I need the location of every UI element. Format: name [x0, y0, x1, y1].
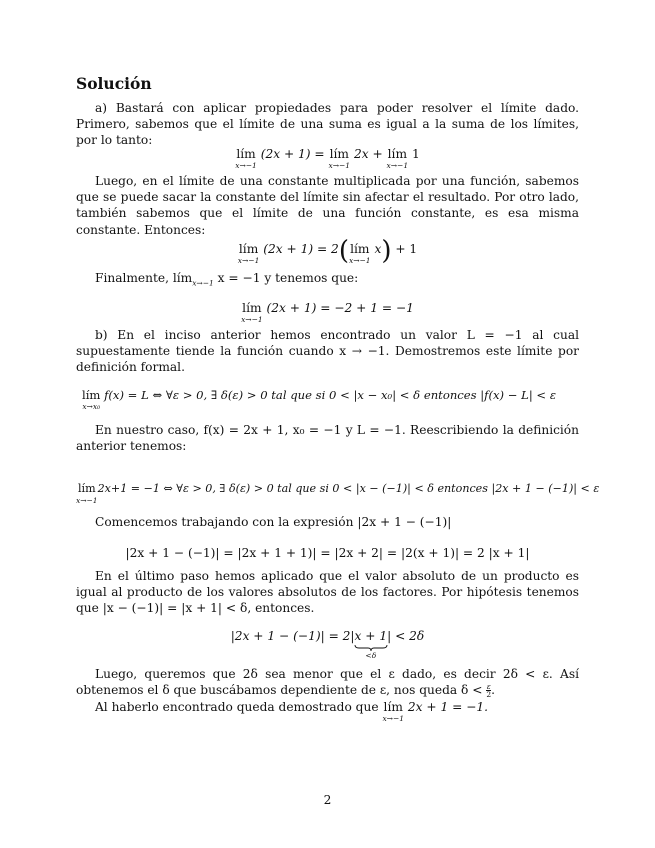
left-paren: (	[338, 236, 349, 266]
limit-operator: lím x→−1	[382, 700, 405, 724]
limit-operator: lím x→x₀	[82, 388, 101, 412]
paragraph-finally: Finalmente, lím$_{x\to-1}$ x = −1 y tenemos que:	[95, 271, 359, 288]
limit-operator: lím x→−1	[235, 147, 257, 171]
limit-operator: lím x→−1	[241, 301, 263, 325]
page-number: 2	[323, 793, 332, 807]
paragraph-conclusion: Al haberlo encontrado queda demostrado que lím x→−1 2x + 1 = −1.	[95, 700, 489, 724]
equation-constant-factor: lím x→−1 (2x + 1) = 2(lím x→−1 x) + 1	[237, 236, 418, 266]
limit-operator: lím x→−1	[348, 242, 371, 266]
equation-result: lím x→−1 (2x + 1) = −2 + 1 = −1	[241, 301, 414, 325]
section-heading: Solución	[76, 74, 152, 93]
equation-limit-definition: lím x→x₀ f(x) = L ⇔ ∀ε > 0, ∃ δ(ε) > 0 tal que si 0 < |x − x₀| < δ entonces |f(x) − L| < ε	[82, 388, 557, 412]
paragraph-a-intro: a) Bastará con aplicar propiedades para poder resolver el límite dado. Primero, sabemos que el límite de una suma es igual a la suma de los límites, por lo tanto:	[76, 101, 579, 148]
paragraph-our-case: En nuestro caso, f(x) = 2x + 1, x₀ = −1 y L = −1. Reescribiendo la definición anterior tenemos:	[76, 423, 579, 454]
fraction-epsilon-over-two: $\frac{\varepsilon}{2}$	[486, 682, 492, 700]
limit-operator: lím x→−1	[76, 482, 98, 506]
equation-sum-of-limits: lím x→−1 (2x + 1) = lím x→−1 2x + lím x→−1 1	[235, 147, 420, 171]
paragraph-b-intro: b) En el inciso anterior hemos encontrado un valor L = −1 al cual supuestamente tiende la función cuando x → −1. Demostremos este límite por definición formal.	[76, 328, 579, 375]
equation-bound: |2x + 1 − (−1)| = 2|x + 1| <δ < 2δ	[230, 629, 425, 661]
equation-absolute-value-steps: |2x + 1 − (−1)| = |2x + 1 + 1)| = |2x + 2| = |2(x + 1)| = 2 |x + 1|	[125, 546, 530, 560]
limit-operator: lím x→−1	[328, 147, 351, 171]
paragraph-choose-delta: Luego, queremos que 2δ sea menor que el ε dado, es decir 2δ < ε. Así obtenemos el δ que buscábamos dependiente de ε, nos queda $\delta < \frac{\varepsilon}{2}$ .	[76, 667, 579, 700]
equation-definition-applied: lím x→−1 2x+1 = −1 ⇔ ∀ε > 0, ∃ δ(ε) > 0 tal que si 0 < |x − (−1)| < δ entonces |2x + 1 − (−1)| < ε	[76, 482, 600, 506]
underbrace-group: |x + 1| <δ	[350, 629, 392, 661]
paragraph-begin-work: Comencemos trabajando con la expresión |2x + 1 − (−1)|	[95, 515, 452, 529]
paragraph-constant-rule: Luego, en el límite de una constante multiplicada por una función, sabemos que se puede sacar la constante del límite sin afectar el resultado. Por otro lado, también sabemos que el límite de una función constante, es esa misma constante. Entonces:	[76, 174, 579, 237]
limit-operator: lím x→−1	[237, 242, 260, 266]
right-paren: )	[381, 236, 392, 266]
paragraph-last-step: En el último paso hemos aplicado que el valor absoluto de un producto es igual al producto de los valores absolutos de los factores. Por hipótesis tenemos que |x − (−1)| = |x + 1| < δ, entonces.	[76, 569, 579, 616]
underbrace-icon	[354, 644, 388, 651]
limit-operator: lím x→−1	[386, 147, 409, 171]
